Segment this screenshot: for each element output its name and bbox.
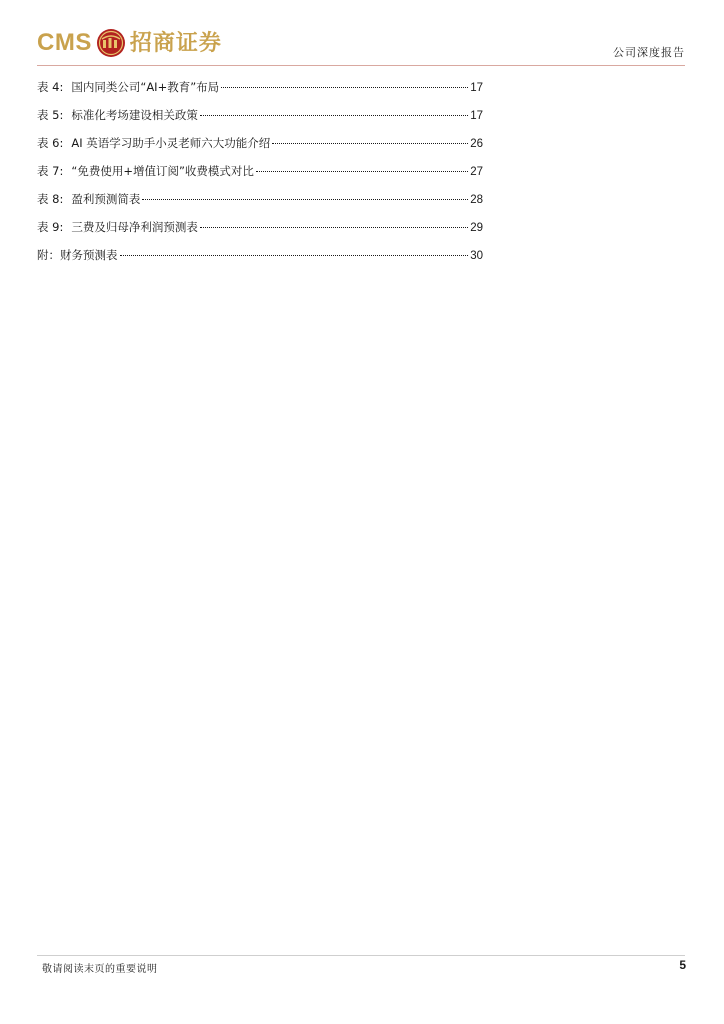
cms-emblem-icon [96, 28, 126, 58]
toc-entry-title: 标准化考场建设相关政策 [71, 108, 198, 122]
toc-entry-page: 17 [470, 110, 483, 122]
toc-entry-label: 表 5: [37, 108, 64, 122]
table-of-tables [37, 79, 483, 275]
footer-divider [37, 955, 685, 956]
toc-entry-table-8[interactable] [37, 191, 483, 219]
report-type-label: 公司深度报告 [613, 46, 685, 59]
toc-entry-label: 表 6: [37, 136, 64, 150]
toc-dot-leader [200, 115, 468, 116]
logo-text-cn: 招商证券 [129, 30, 222, 56]
toc-entry-title: 附：财务预测表 [37, 248, 118, 262]
disclaimer-note: 敬请阅读末页的重要说明 [42, 964, 158, 975]
toc-entry-label: 表 8: [37, 192, 64, 206]
page-header [37, 24, 685, 66]
toc-dot-leader [272, 143, 468, 144]
cms-logo [37, 28, 222, 58]
toc-entry-title: AI 英语学习助手小灵老师六大功能介绍 [71, 136, 271, 150]
toc-entry-table-4[interactable] [37, 79, 483, 107]
toc-entry-page: 27 [470, 166, 483, 178]
toc-dot-leader [221, 87, 468, 88]
toc-entry-page: 29 [470, 222, 483, 234]
toc-entry-page: 28 [470, 194, 483, 206]
toc-entry-table-7[interactable] [37, 163, 483, 191]
toc-dot-leader [142, 199, 468, 200]
toc-entry-appendix[interactable] [37, 247, 483, 275]
toc-entry-title: 三费及归母净利润预测表 [71, 220, 198, 234]
logo-text-en: CMS [37, 29, 92, 56]
toc-dot-leader [200, 227, 468, 228]
toc-entry-page: 30 [470, 250, 483, 262]
header-divider [37, 65, 685, 66]
toc-entry-page: 17 [470, 82, 483, 94]
toc-entry-table-6[interactable] [37, 135, 483, 163]
toc-entry-title: 盈利预测简表 [71, 192, 141, 206]
toc-entry-table-5[interactable] [37, 107, 483, 135]
page-number: 5 [679, 958, 686, 972]
toc-entry-page: 26 [470, 138, 483, 150]
toc-entry-title: “免费使用+增值订阅”收费模式对比 [71, 164, 254, 178]
toc-entry-title: 国内同类公司“AI+教育”布局 [71, 80, 220, 94]
toc-dot-leader [120, 255, 469, 256]
toc-entry-table-9[interactable] [37, 219, 483, 247]
toc-dot-leader [256, 171, 468, 172]
toc-entry-label: 表 9: [37, 220, 64, 234]
toc-entry-label: 表 7: [37, 164, 64, 178]
toc-entry-label: 表 4: [37, 80, 64, 94]
